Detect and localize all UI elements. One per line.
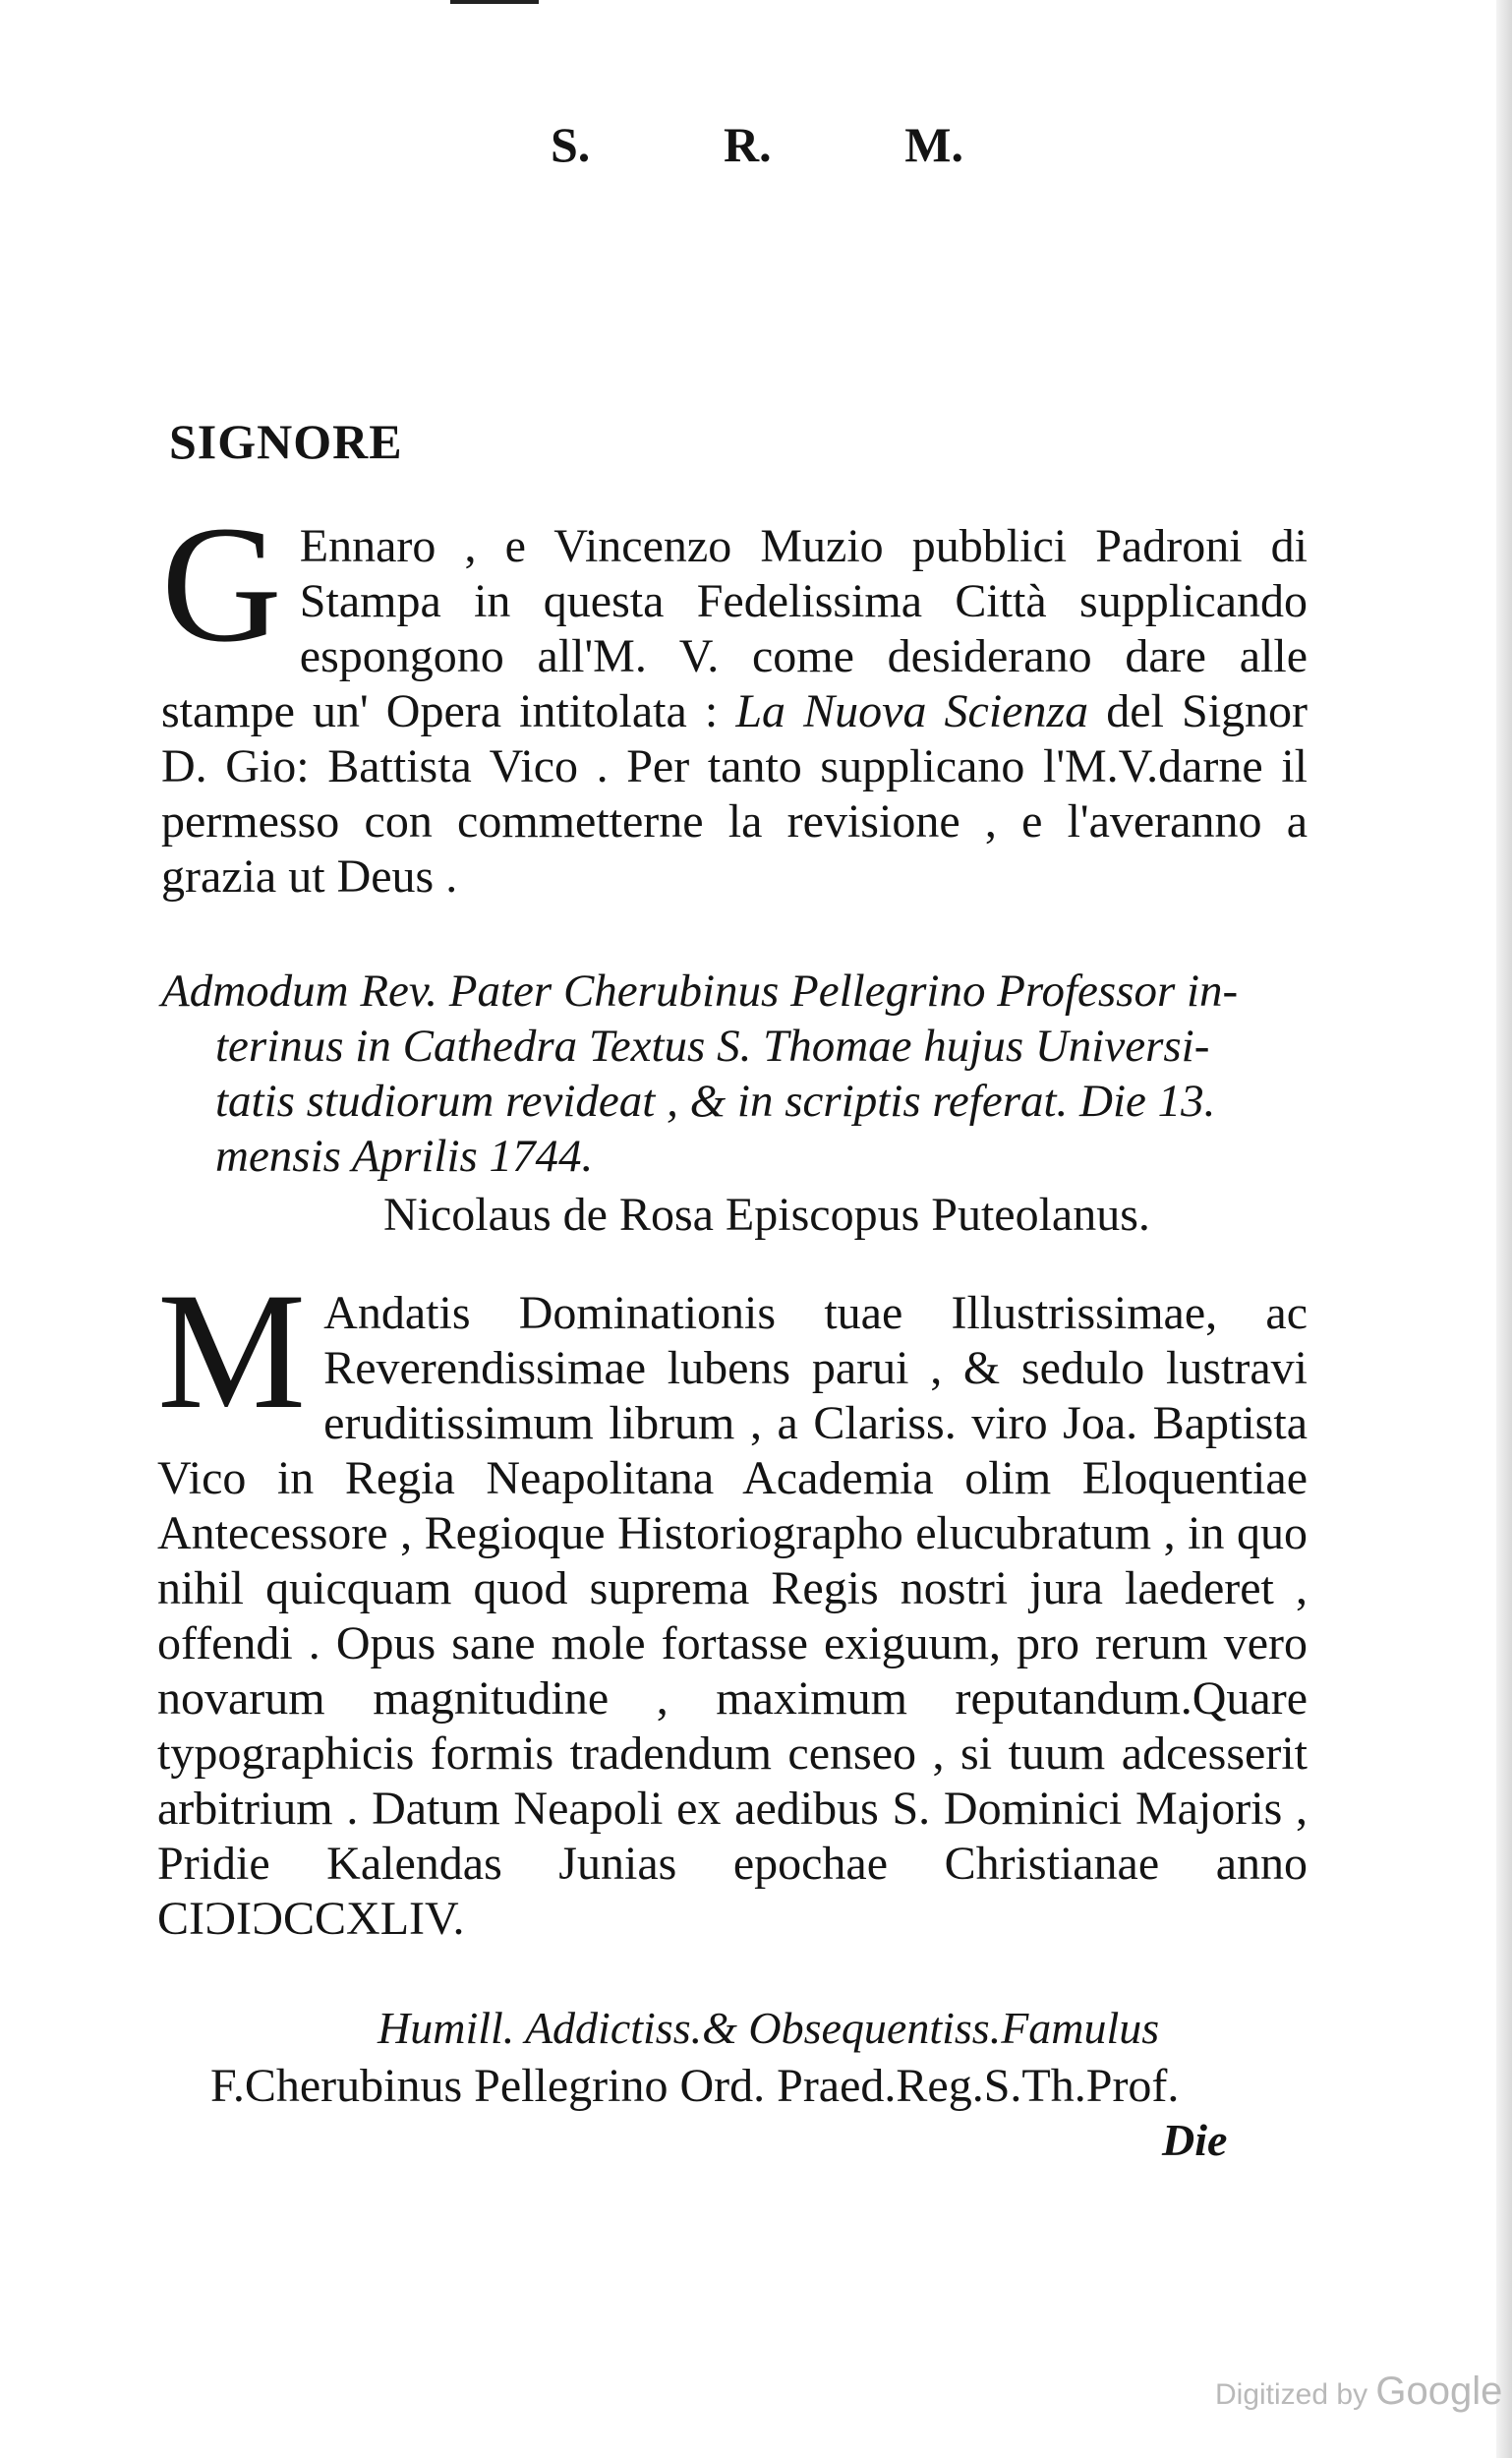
bishop-signature: Nicolaus de Rosa Episcopus Puteolanus. [383, 1189, 1150, 1241]
decree-line: tatis studiorum revideat , & in scriptis referat. Die 13. [215, 1076, 1216, 1127]
watermark-prefix: Digitized by [1215, 2378, 1368, 2411]
censor-signature: F.Cherubinus Pellegrino Ord. Praed.Reg.S.Th.Prof. [210, 2060, 1180, 2112]
approval-text: Andatis Dominationis tuae Illustrissimae, ac Reverendissimae lubens parui , & sedulo lustravi eruditissimum librum , a Clariss. viro Joa. Baptista Vico in Regia Neapolitana Academia olim Eloquentiae Antecessore , Regioque Historiographo elucubratum , in quo nihil quicquam quod suprema Regis nostri jura laederet , offendi . Opus sane mole fortasse exiguum, pro rerum vero novarum magnitudine , maximum reputandum.Quare typographicis formis tradendum censeo , si tuum adcesserit arbitrium . Datum Neapoli ex aedibus S. Dominici Majoris , Pridie Kalendas Junias epochae Christianae anno CIƆIƆCCXLIV. [157, 1287, 1308, 1945]
salutation: SIGNORE [169, 414, 403, 469]
petition-text-start: Ennaro , e Vincenzo Muzio pubblici Padroni di Stampa in questa Fedelissima Città supplicando espongono all'M. V. come desiderano dare alle stampe un' Opera intitolata : [161, 520, 1308, 737]
header-abbreviation [551, 116, 963, 173]
digitized-watermark [1215, 2370, 1502, 2414]
petition-paragraph [161, 492, 1308, 905]
catchword: Die [1162, 2115, 1228, 2165]
petition-text-end: del Signor D. Gio: Battista Vico . Per tanto supplicano l'M.V.darne il permesso con commetterne la revisione , e l'averanno a grazia ut Deus . [161, 685, 1308, 903]
abbrev-m: M. [904, 117, 963, 172]
abbrev-r: R. [724, 117, 772, 172]
decree-line: terinus in Cathedra Textus S. Thomae hujus Universi- [215, 1021, 1210, 1072]
abbrev-s: S. [551, 117, 591, 172]
approval-paragraph [157, 1258, 1308, 1947]
page-edge [1496, 0, 1512, 2458]
petition-work-title: La Nuova Scienza [735, 685, 1089, 737]
decree-line: Admodum Rev. Pater Cherubinus Pellegrino Professor in- [161, 966, 1239, 1017]
google-logo: Google [1375, 2370, 1503, 2413]
famulus-line: Humill. Addictiss.& Obsequentiss.Famulus [378, 2003, 1160, 2053]
petition-drop-cap: G [161, 492, 282, 676]
top-rule [450, 0, 539, 4]
approval-drop-cap: M [157, 1258, 307, 1443]
decree-paragraph [161, 964, 1308, 1184]
decree-line: mensis Aprilis 1744. [215, 1131, 594, 1182]
